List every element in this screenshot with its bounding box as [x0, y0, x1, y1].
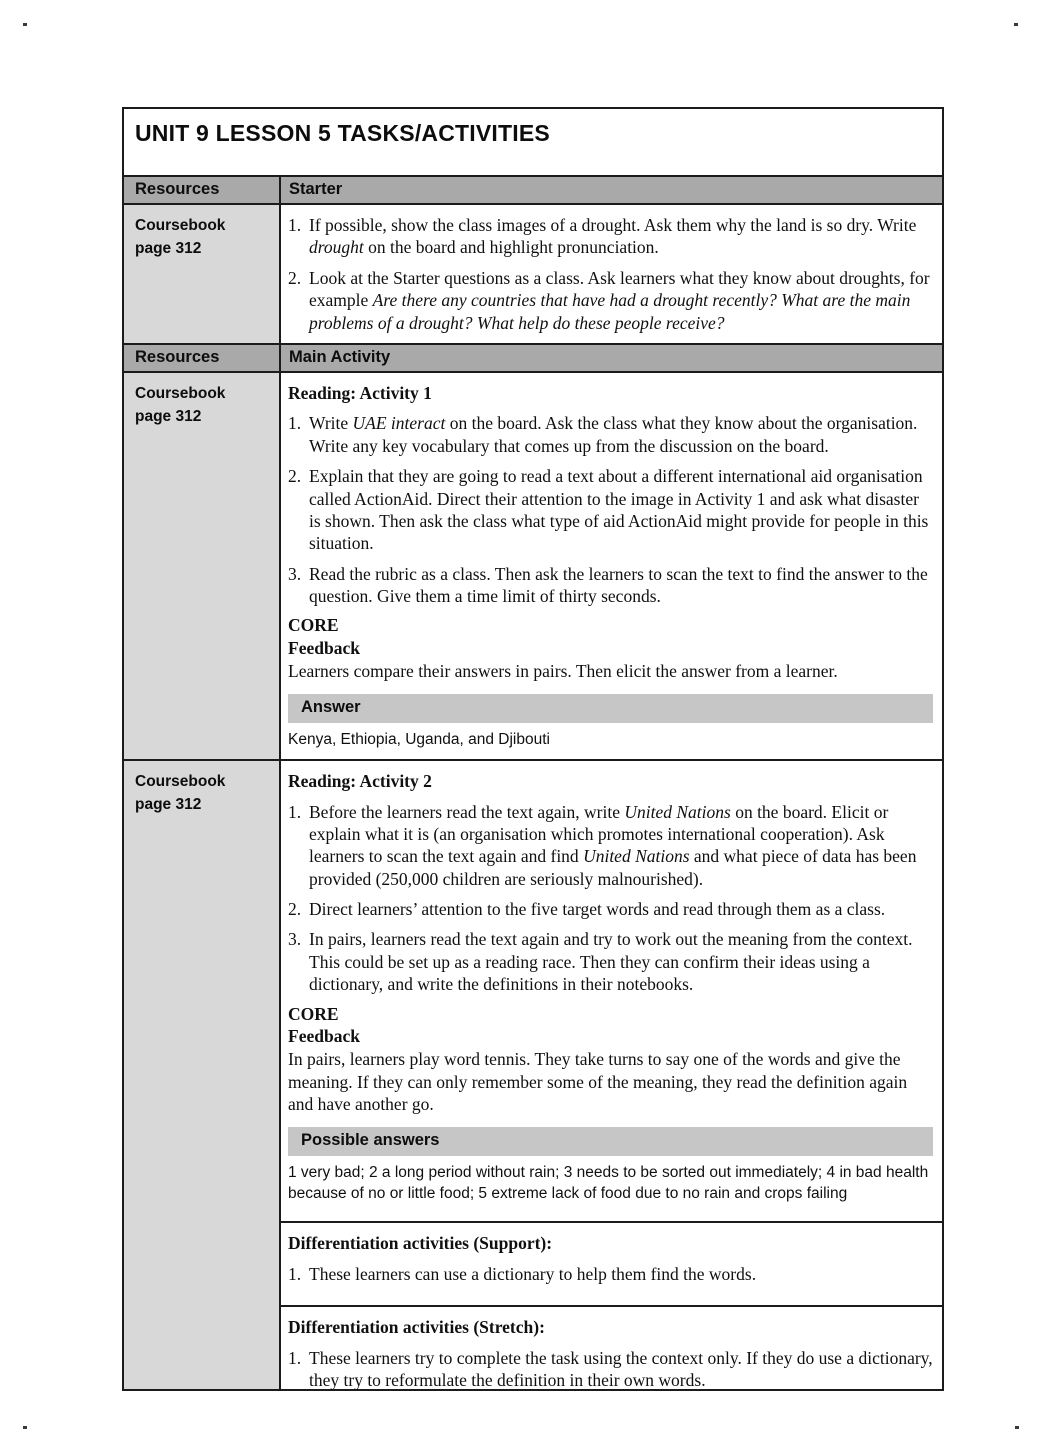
resources-header: Resources	[124, 177, 281, 203]
answer-bar: Answer	[288, 694, 933, 723]
crop-mark-top-left	[23, 23, 27, 26]
answer-text: Kenya, Ethiopia, Uganda, and Djibouti	[288, 730, 550, 748]
differentiation-stretch-heading: Differentiation activities (Stretch):	[288, 1317, 545, 1338]
list-item: 1. Write UAE interact on the board. Ask the class what they know about the organisation. Write any key vocabulary that comes up from the discussion on the board.	[288, 413, 918, 456]
main-activity-header-row	[124, 343, 942, 373]
feedback-text: In pairs, learners play word tennis. They take turns to say one of the words and give the meaning. If they can only remember some of the meaning, they read the definition again and have another go.	[288, 1049, 908, 1115]
differentiation-support-heading: Differentiation activities (Support):	[288, 1233, 553, 1254]
list-item: 1. These learners try to complete the task using the context only. If they do use a dictionary, they try to reformulate the definition in their own words.	[288, 1347, 933, 1390]
differentiation-stretch-cell	[281, 1305, 942, 1389]
feedback-label: Feedback	[288, 1026, 360, 1047]
starter-header: Starter	[289, 180, 343, 198]
activity1-content-cell	[281, 373, 942, 759]
starter-content-cell	[281, 205, 942, 343]
starter-resource-cell	[124, 205, 281, 343]
core-label: CORE	[288, 1003, 339, 1024]
activity2-resource-cell	[124, 761, 281, 1389]
resource-line1: Coursebook	[135, 384, 226, 402]
activity-heading: Reading: Activity 1	[288, 382, 432, 403]
activity2-content-cell	[281, 761, 942, 1221]
crop-mark-bottom-right	[1015, 1426, 1019, 1429]
page-title: UNIT 9 LESSON 5 TASKS/ACTIVITIES	[135, 120, 550, 146]
possible-answers-text: 1 very bad; 2 a long period without rain; 3 needs to be sorted out immediately; 4 in bad health because of no or little food; 5 extreme lack of food due to no rain and crops failing	[288, 1163, 929, 1203]
activity-heading: Reading: Activity 2	[288, 771, 432, 792]
list-item: 1. Before the learners read the text again, write United Nations on the board. Elicit or explain what it is (an organisation which promotes international cooperation). Ask learners to scan the text again and find United Nations and what piece of data has been provided (250,000 children are seriously malnourished).	[288, 801, 917, 889]
lesson-table	[122, 107, 944, 1391]
resource-line2: page 312	[135, 240, 202, 258]
possible-answers-bar: Possible answers	[288, 1127, 933, 1156]
resource-line2: page 312	[135, 408, 202, 426]
activity2-content-stack	[281, 761, 942, 1389]
starter-row	[124, 205, 942, 343]
list-item: 1. If possible, show the class images of a drought. Ask them why the land is so dry. Write drought on the board and highlight pronunciation.	[288, 215, 917, 258]
resource-line2: page 312	[135, 796, 202, 814]
activity1-row	[124, 373, 942, 759]
activity2-row	[124, 759, 942, 1389]
resources-header: Resources	[124, 345, 281, 371]
feedback-text: Learners compare their answers in pairs. Then elicit the answer from a learner.	[288, 661, 838, 682]
crop-mark-bottom-left	[23, 1426, 27, 1429]
list-item: 2. Look at the Starter questions as a class. Ask learners what they know about droughts, for example Are there any countries that have had a drought recently? What are the main problems of a drought? What help do these people receive?	[288, 267, 930, 333]
differentiation-support-cell	[281, 1221, 942, 1305]
list-item: 2. Explain that they are going to read a text about a different international aid organisation called ActionAid. Direct their attention to the image in Activity 1 and ask what disaster is shown. Then ask the class what type of aid ActionAid might provide for people in this situation.	[288, 466, 929, 554]
list-item: 2. Direct learners’ attention to the five target words and read through them as a class.	[288, 899, 886, 920]
list-item: 3. In pairs, learners read the text again and try to work out the meaning from the context. This could be set up as a reading race. Then they can confirm their ideas using a dictionary, and write the definitions in their notebooks.	[288, 929, 913, 995]
core-label: CORE	[288, 615, 339, 636]
activity1-resource-cell	[124, 373, 281, 759]
crop-mark-top-right	[1014, 23, 1018, 26]
resource-line1: Coursebook	[135, 773, 226, 791]
list-item: 1. These learners can use a dictionary to help them find the words.	[288, 1263, 757, 1284]
resource-line1: Coursebook	[135, 217, 226, 234]
main-activity-header: Main Activity	[289, 347, 391, 366]
feedback-label: Feedback	[288, 637, 360, 658]
list-item: 3. Read the rubric as a class. Then ask the learners to scan the text to find the answer to the question. Give them a time limit of thirty seconds.	[288, 563, 928, 607]
starter-header-row	[124, 175, 942, 205]
